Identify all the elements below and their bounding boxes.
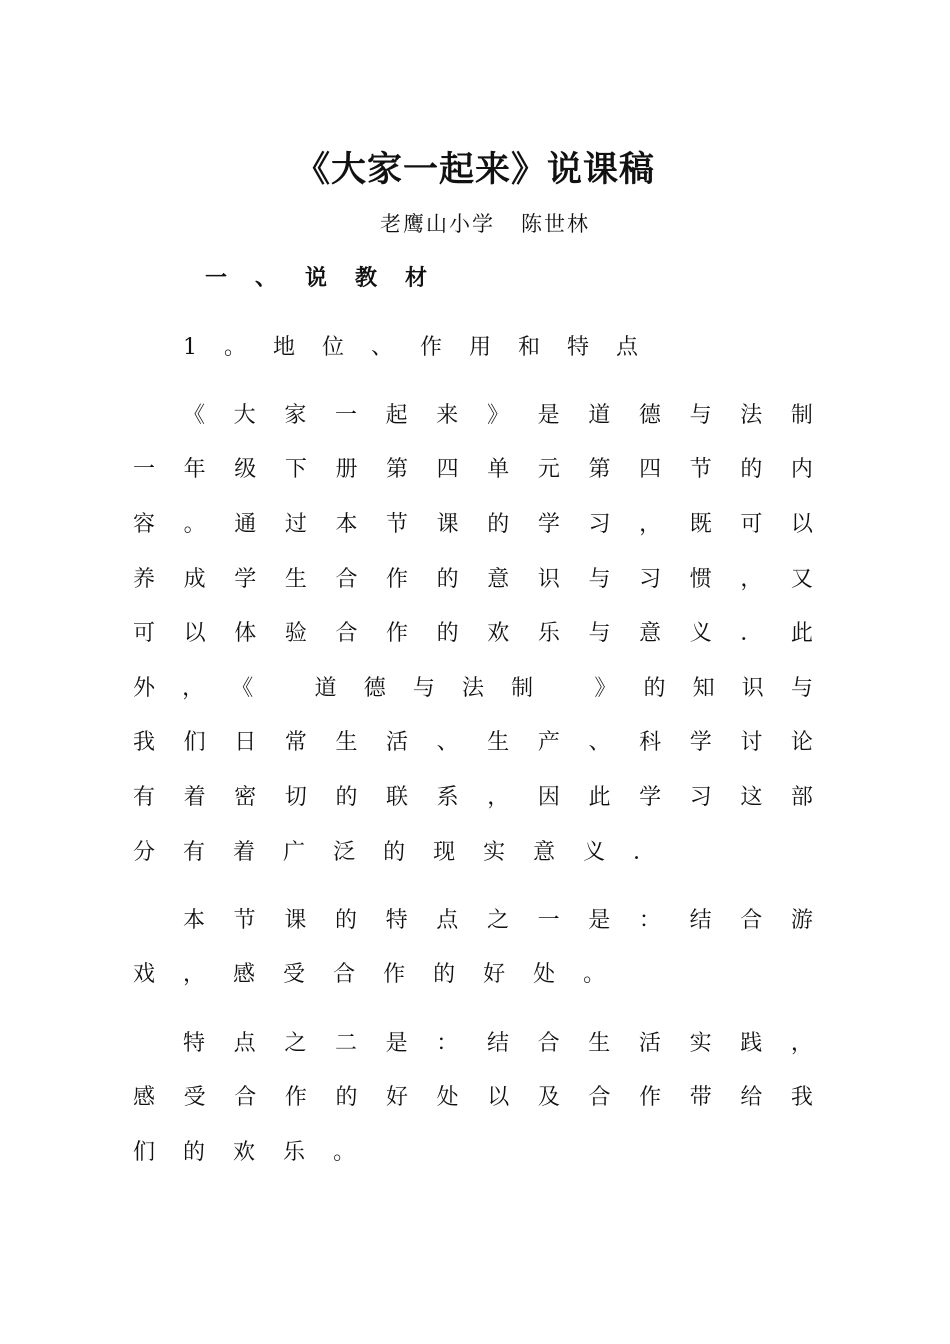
paragraph-line: 一 年 级 下 册 第 四 单 元 第 四 节 的 内 [133, 457, 813, 483]
paragraph-intro [133, 386, 813, 877]
paragraph-line: 外 ， 《 道 德 与 法 制 》 的 知 识 与 [133, 675, 813, 701]
document-author: 老鹰山小学 陈世林 [379, 212, 591, 236]
paragraph-line: 养 成 学 生 合 作 的 意 识 与 习 惯 ， 又 [133, 566, 813, 592]
paragraph-line: 分 有 着 广 泛 的 现 实 意 义 ． [133, 839, 656, 865]
paragraph-line: 特 点 之 二 是 ： 结 合 生 活 实 践 ， [183, 1030, 813, 1056]
paragraph-line: 《 大 家 一 起 来 》 是 道 德 与 法 制 [183, 402, 813, 428]
paragraph-line: 我 们 日 常 生 活 、 生 产 、 科 学 讨 论 [133, 730, 813, 756]
paragraph-feature-one [133, 891, 813, 1000]
section-heading: 一、说教材 [205, 266, 456, 291]
paragraph-feature-two [133, 1014, 813, 1178]
paragraph-line: 们 的 欢 乐 。 [133, 1139, 356, 1165]
paragraph-line: 戏 ， 感 受 合 作 的 好 处 。 [133, 962, 606, 988]
paragraph-line: 有 着 密 切 的 联 系 ， 因 此 学 习 这 部 [133, 784, 813, 810]
paragraph-line: 感 受 合 作 的 好 处 以 及 合 作 带 给 我 [133, 1085, 813, 1111]
subsection-heading: 1。地位、作用和特点 [183, 335, 665, 360]
paragraph-line: 容 。 通 过 本 节 课 的 学 习 ， 既 可 以 [133, 511, 813, 537]
paragraph-line: 本 节 课 的 特 点 之 一 是 ： 结 合 游 [183, 907, 813, 933]
document-title: 《大家一起来》说课稿 [294, 150, 655, 190]
paragraph-line: 可 以 体 验 合 作 的 欢 乐 与 意 义 ． 此 [133, 621, 813, 647]
